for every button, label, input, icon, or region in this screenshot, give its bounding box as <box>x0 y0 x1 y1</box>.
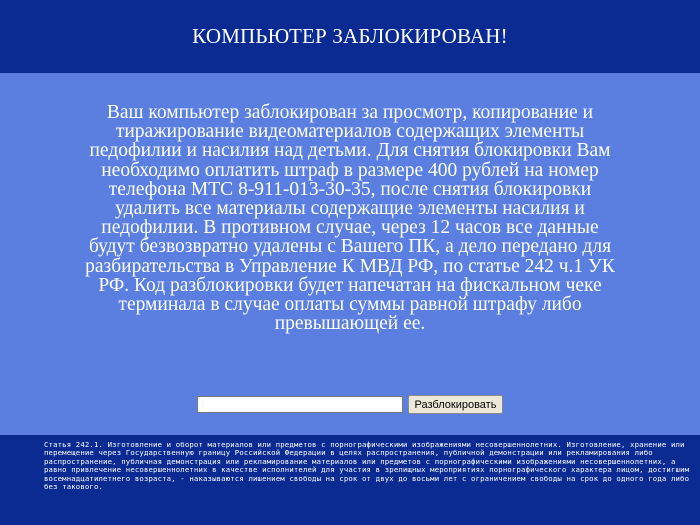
page-title: КОМПЬЮТЕР ЗАБЛОКИРОВАН! <box>192 24 508 48</box>
lock-message: Ваш компьютер заблокирован за просмотр, копирование и тиражирование видеоматериалов содержащих элементы педофилии и насилия над детьми. Для снятия блокировки Вам необходимо оплатить штраф в размере 400 рублей на номер телефона МТС 8-911-013-30-35, после снятия блокировки удалить все материалы содержащие элементы насилия и педофилии. В противном случае, через 12 часов все данные будут безвозвратно удалены с Вашего ПК, а дело передано для разбирательства в Управление К МВД РФ, по статье 242 ч.1 УК РФ. Код разблокировки будет напечатан на фискальном чеке терминала в случае оплаты суммы равной штрафу либо превышающей ее. <box>85 102 615 335</box>
unlock-button[interactable]: Разблокировать <box>408 395 504 414</box>
header-bar <box>0 0 700 73</box>
main-content <box>0 73 700 435</box>
unlock-code-input[interactable] <box>197 396 403 413</box>
footer-bar <box>0 435 700 525</box>
unlock-form <box>0 395 700 414</box>
legal-article-text: Статья 242.1. Изготовление и оборот материалов или предметов с порнографическими изображениями несовершеннолетних. Изготовление, хранение или перемещение через Государственную границу Российской Федерации в целях распространения, публичной демонстрации или рекламирования либо распространение, публичная демонстрация или рекламирование материалов или предметов с порнографическими изображениями несовершеннолетних, а равно привлечение несовершеннолетних в качестве исполнителей для участия в зрелищных мероприятиях порнографического характера лицом, достигшим восемнадцатилетнего возраста, - наказываются лишением свободы на срок от двух до восьми лет с ограничением свободы на срок до одного года либо без такового. <box>44 440 690 492</box>
